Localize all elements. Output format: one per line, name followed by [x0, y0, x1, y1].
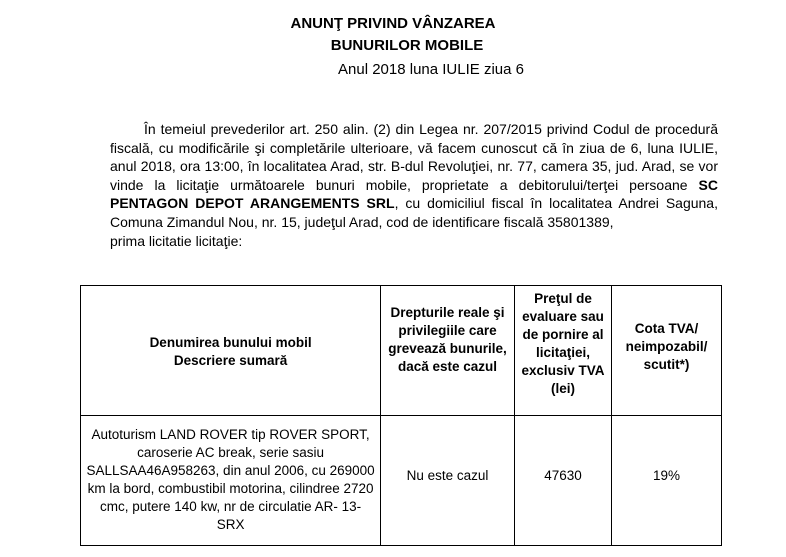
goods-table — [80, 285, 722, 546]
cell-description: Autoturism LAND ROVER tip ROVER SPORT, caroserie AC break, serie sasiu SALLSAA46A958263, din anul 2006, cu 269000 km la bord, combustibil motorina, cilindree 2720 cmc, putere 140 kw, nr de circulatie AR- 13- SRX — [81, 416, 381, 546]
document-title: ANUNŢ PRIVIND VÂNZAREA — [290, 15, 496, 32]
table-row — [81, 416, 722, 546]
intro-paragraph — [110, 120, 718, 250]
intro-text-before: În temeiul prevederilor art. 250 alin. (2) din Legea nr. 207/2015 privind Codul de procedură fiscală, cu modificările şi completările ulterioare, vă facem cunoscut că în ziua de 6, luna IULIE, anul 2018, ora 13:00, în localitatea Arad, str. B-dul Revoluţiei, nr. 77, camera 35, jud. Arad, se vor vinde la licitaţie următoarele bunuri mobile, proprietate a debitorului/terţei persoane — [110, 121, 718, 193]
header-rights: Drepturile reale şi privilegiile care grevează bunurile, dacă este cazul — [381, 286, 515, 416]
header-description — [81, 286, 381, 416]
table-header-row — [81, 286, 722, 416]
cell-price: 47630 — [514, 416, 611, 546]
company-name: SC PENTAGON DEPOT ARANGEMENTS SRL — [110, 176, 718, 212]
cell-rights: Nu este cazul — [381, 416, 515, 546]
cell-vat: 19% — [612, 416, 722, 546]
document-subtitle: BUNURILOR MOBILE — [330, 37, 484, 54]
header-price: Preţul de evaluare sau de pornire al licitaţiei, exclusiv TVA (lei) — [514, 286, 611, 416]
intro-last-line: prima licitatie licitaţie: — [110, 232, 243, 249]
header-description-text: Denumirea bunului mobil Descriere sumară — [149, 335, 312, 368]
intro-text-after: , cu domiciliul fiscal în localitatea Andrei Saguna, Comuna Zimandul Nou, nr. 15, judeţul Arad, cod de identificare fiscală 35801389, — [110, 195, 718, 230]
document-date: Anul 2018 luna IULIE ziua 6 — [338, 61, 524, 78]
header-vat: Cota TVA/ neimpozabil/ scutit*) — [612, 286, 722, 416]
